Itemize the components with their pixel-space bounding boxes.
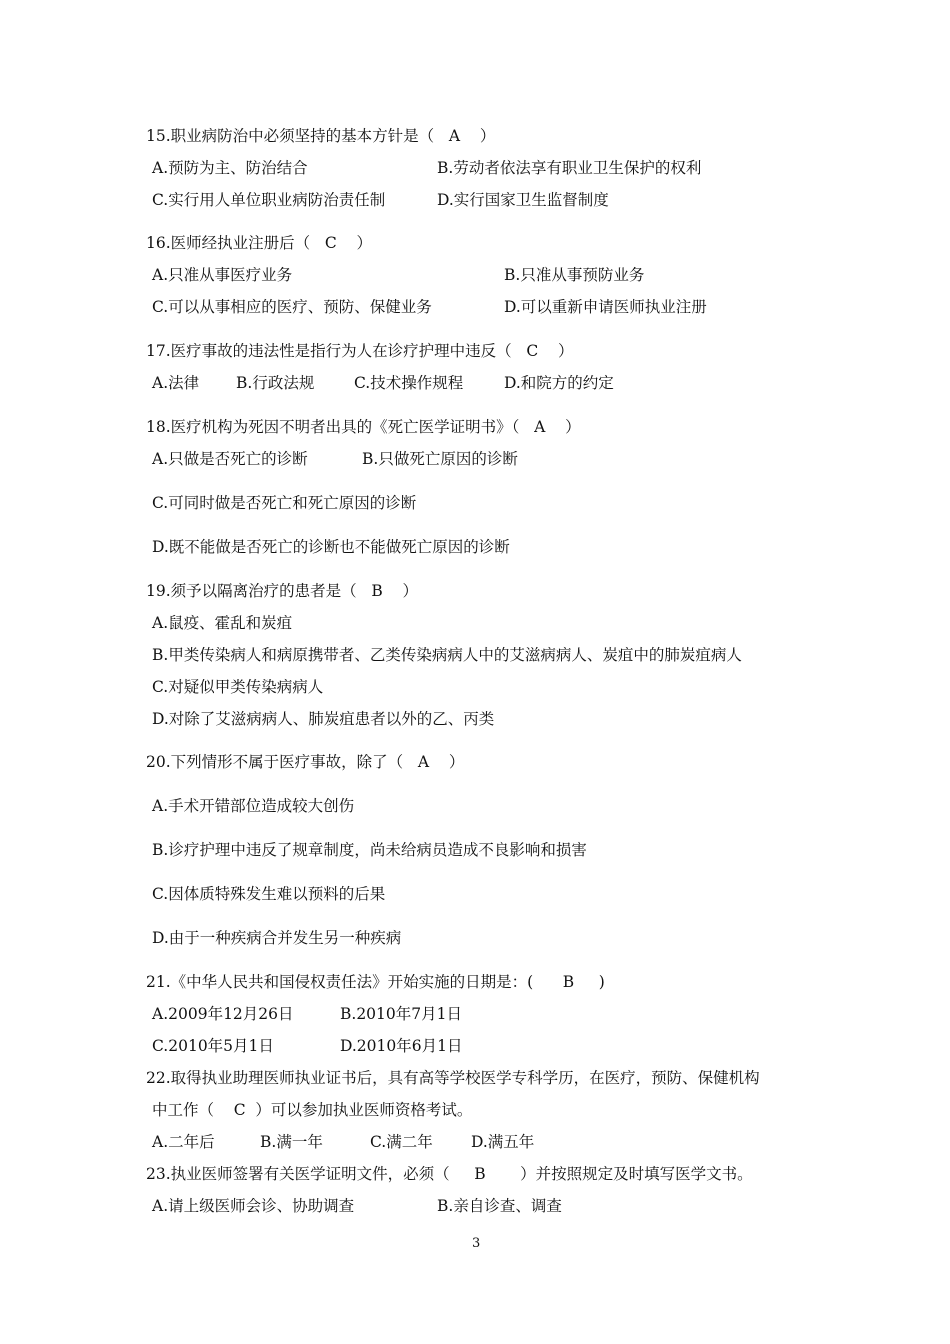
question-19-stem: 19.须予以隔离治疗的患者是（ B ）	[146, 582, 419, 600]
question-20-option-c: C.因体质特殊发生难以预料的后果	[152, 885, 386, 903]
question-18-option-c: C.可同时做是否死亡和死亡原因的诊断	[152, 494, 417, 512]
question-16-option-d: D.可以重新申请医师执业注册	[504, 298, 707, 316]
question-18-stem: 18.医疗机构为死因不明者出具的《死亡医学证明书》（ A ）	[146, 418, 581, 436]
question-23-option-b: B.亲自诊查、调查	[437, 1197, 562, 1215]
question-22-option-d: D.满五年	[471, 1133, 535, 1151]
question-15-option-d: D.实行国家卫生监督制度	[437, 191, 609, 209]
question-17-option-c: C.技术操作规程	[354, 374, 464, 392]
question-20-option-a: A.手术开错部位造成较大创伤	[152, 797, 355, 815]
question-15-option-b: B.劳动者依法享有职业卫生保护的权利	[437, 159, 702, 177]
question-16-option-c: C.可以从事相应的医疗、预防、保健业务	[152, 298, 432, 316]
question-21-option-a: A.2009年12月26日	[152, 1005, 294, 1023]
question-18-option-b: B.只做死亡原因的诊断	[362, 450, 518, 468]
question-19-option-b: B.甲类传染病人和病原携带者、乙类传染病病人中的艾滋病病人、炭疽中的肺炭疽病人	[152, 646, 742, 664]
question-22-stem-continued: 中工作（ C ）可以参加执业医师资格考试。	[152, 1101, 473, 1119]
question-20-option-b: B.诊疗护理中违反了规章制度，尚未给病员造成不良影响和损害	[152, 841, 587, 859]
question-23-stem: 23.执业医师签署有关医学证明文件，必须（ B ）并按照规定及时填写医学文书。	[146, 1165, 753, 1183]
question-15-option-c: C.实行用人单位职业病防治责任制	[152, 191, 386, 209]
question-19-option-d: D.对除了艾滋病病人、肺炭疽患者以外的乙、丙类	[152, 710, 495, 728]
question-17-option-a: A.法律	[152, 374, 200, 392]
question-17-option-d: D.和院方的约定	[504, 374, 614, 392]
question-17-stem: 17.医疗事故的违法性是指行为人在诊疗护理中违反（ C ）	[146, 342, 574, 360]
question-15-option-a: A.预防为主、防治结合	[152, 159, 308, 177]
question-21-option-d: D.2010年6月1日	[340, 1037, 463, 1055]
question-18-option-a: A.只做是否死亡的诊断	[152, 450, 308, 468]
question-22-option-c: C.满二年	[370, 1133, 433, 1151]
question-21-option-c: C.2010年5月1日	[152, 1037, 274, 1055]
question-21-stem: 21.《中华人民共和国侵权责任法》开始实施的日期是：( B )	[146, 973, 605, 991]
question-17-option-b: B.行政法规	[236, 374, 315, 392]
question-20-option-d: D.由于一种疾病合并发生另一种疾病	[152, 929, 402, 947]
question-22-option-b: B.满一年	[260, 1133, 323, 1151]
question-22-stem: 22.取得执业助理医师执业证书后，具有高等学校医学专科学历，在医疗，预防、保健机构	[146, 1069, 760, 1087]
question-16-stem: 16.医师经执业注册后（ C ）	[146, 234, 372, 252]
question-22-option-a: A.二年后	[152, 1133, 215, 1151]
question-21-option-b: B.2010年7月1日	[340, 1005, 462, 1023]
page-number: 3	[472, 1236, 481, 1251]
question-23-option-a: A.请上级医师会诊、协助调查	[152, 1197, 355, 1215]
question-18-option-d: D.既不能做是否死亡的诊断也不能做死亡原因的诊断	[152, 538, 510, 556]
question-16-option-a: A.只准从事医疗业务	[152, 266, 293, 284]
question-16-option-b: B.只准从事预防业务	[504, 266, 645, 284]
question-20-stem: 20.下列情形不属于医疗事故，除了（ A ）	[146, 753, 465, 771]
question-19-option-c: C.对疑似甲类传染病病人	[152, 678, 324, 696]
question-15-stem: 15.职业病防治中必须坚持的基本方针是（ A ）	[146, 127, 496, 145]
question-19-option-a: A.鼠疫、霍乱和炭疽	[152, 614, 293, 632]
